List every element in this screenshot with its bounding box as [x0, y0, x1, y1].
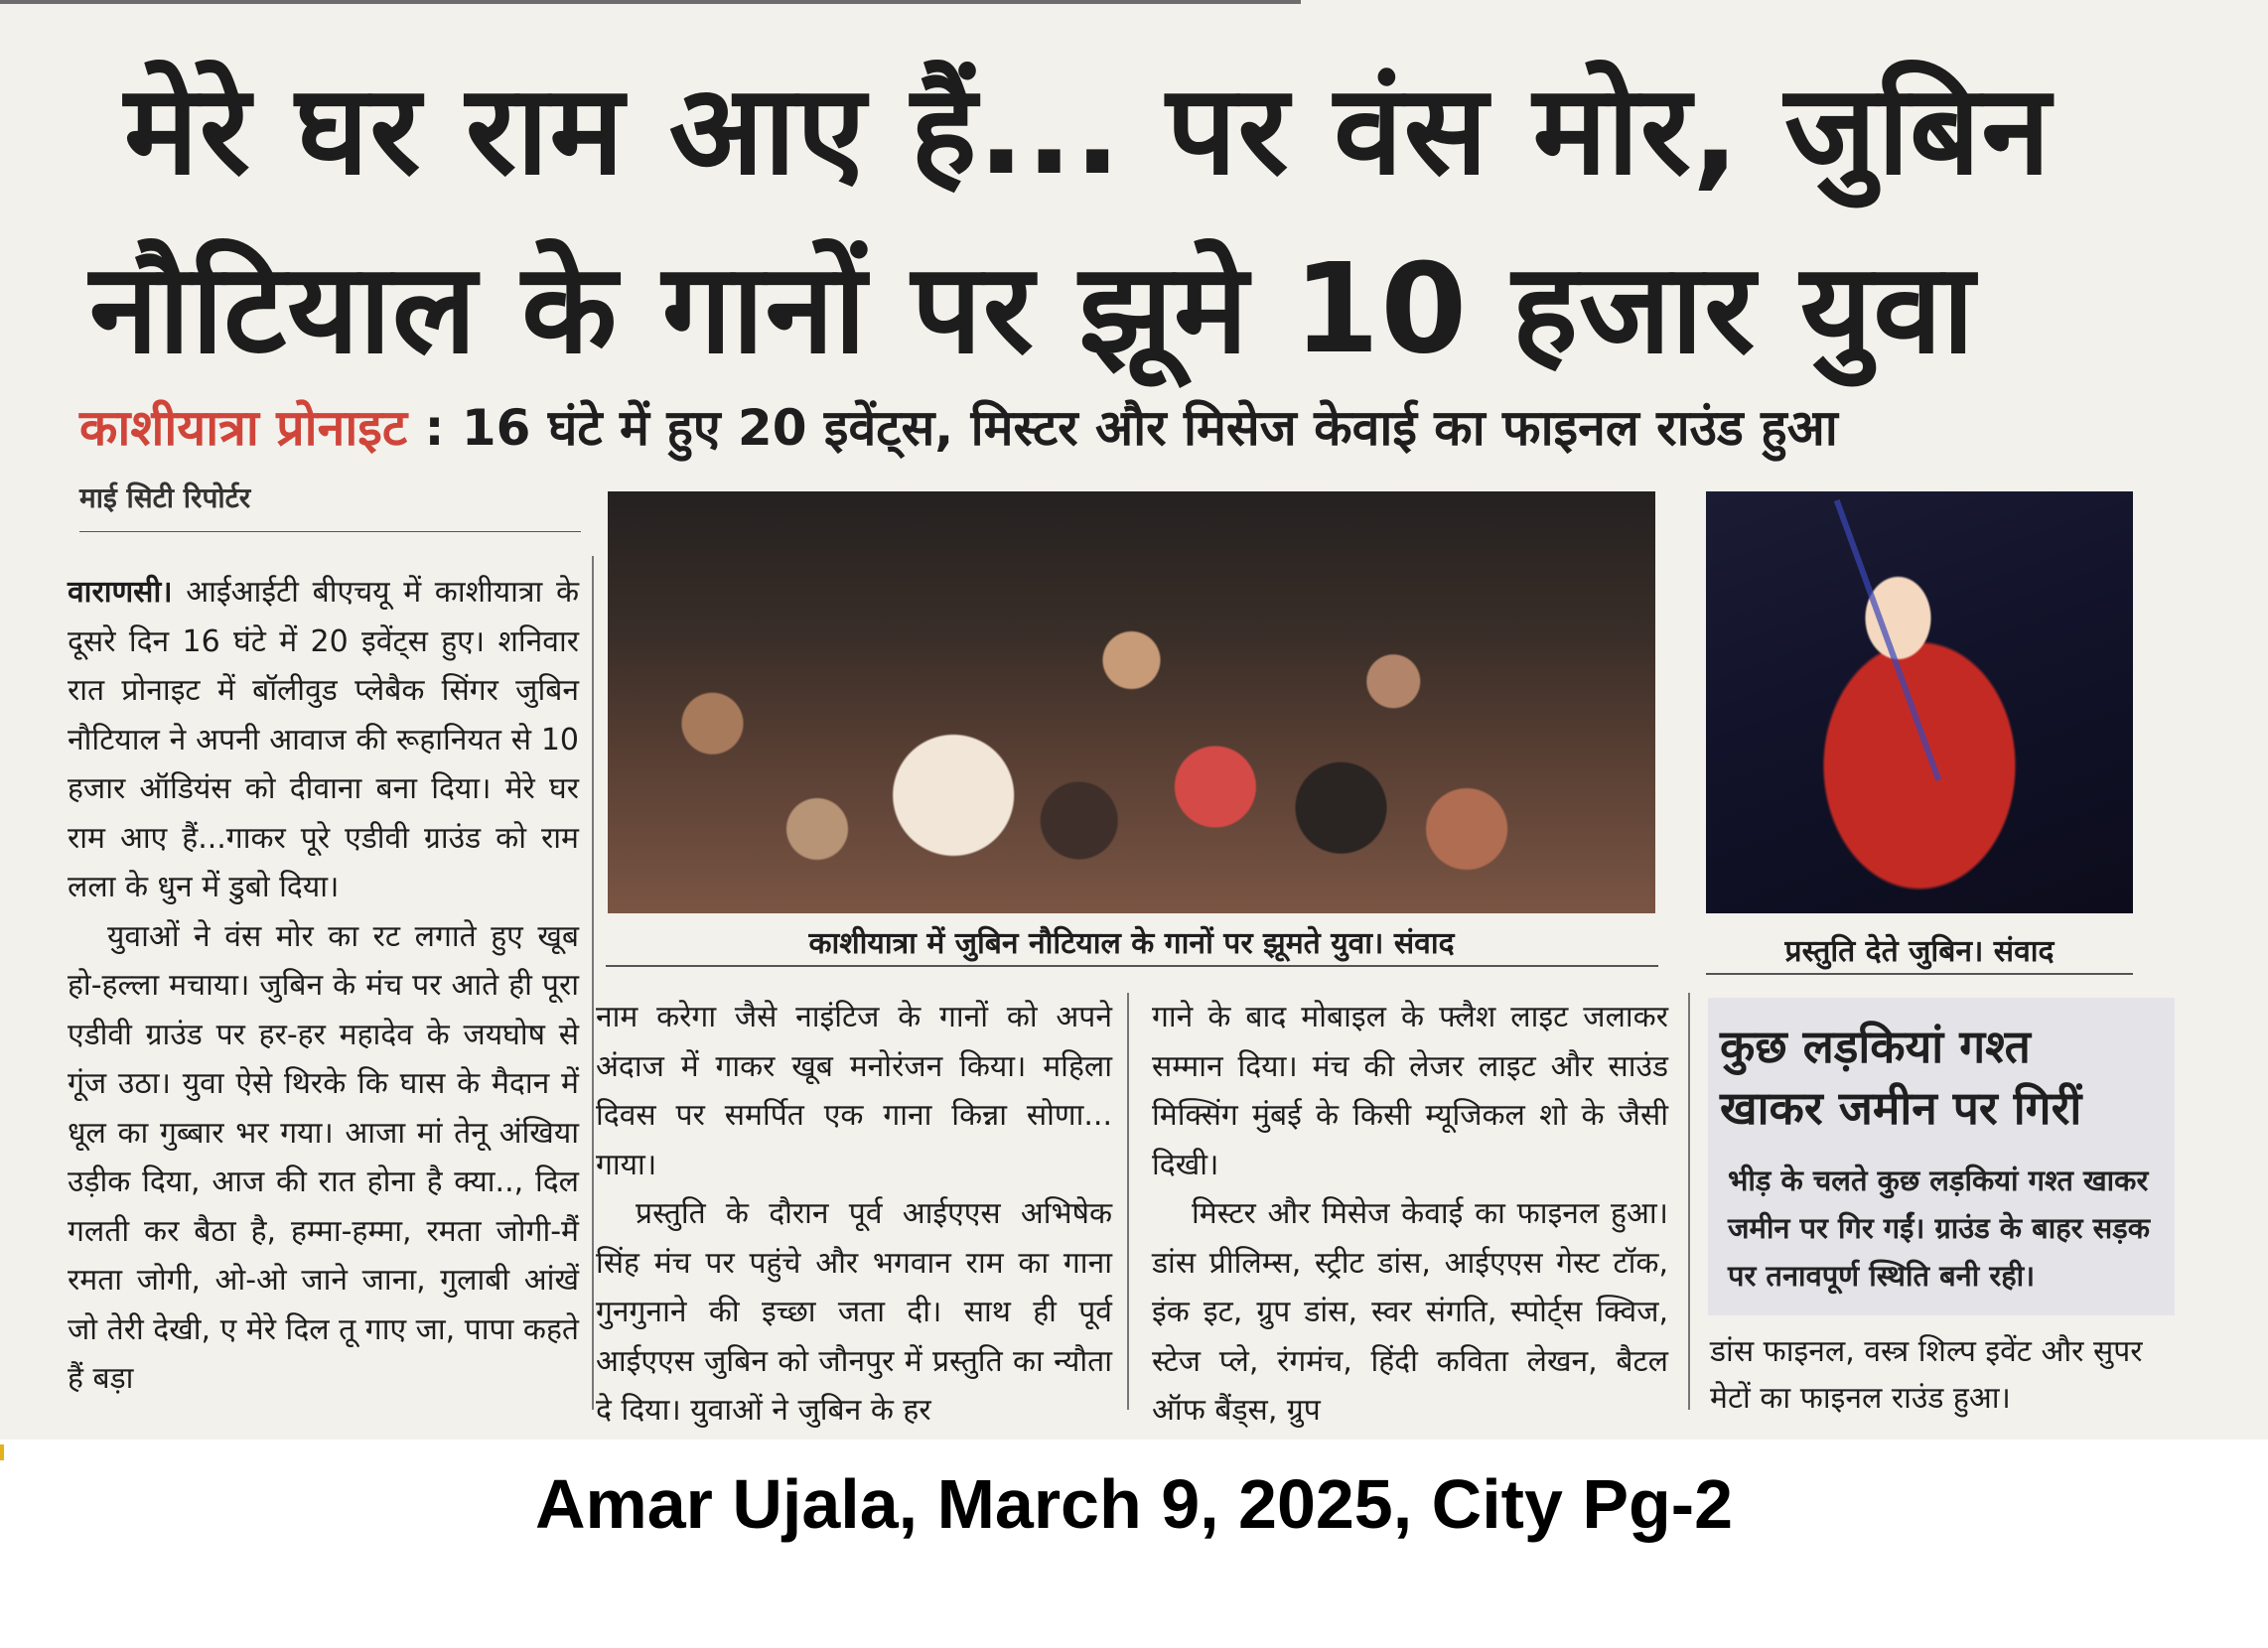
source-citation: Amar Ujala, March 9, 2025, City Pg-2: [534, 1465, 1734, 1543]
byline-rule: [79, 531, 581, 532]
subhead-separator: :: [407, 399, 462, 457]
paragraph: गाने के बाद मोबाइल के फ्लैश लाइट जलाकर सम्मान दिया। मंच की लेजर लाइट और साउंड मिक्सिंग मुंबई के किसी म्यूजिकल शो के जैसी दिखी।: [1152, 1000, 1668, 1182]
paragraph-text: आईआईटी बीएचयू में काशीयात्रा के दूसरे दिन 16 घंटे में 20 इवेंट्स हुए। शनिवार रात प्रोनाइट में बॉलीवुड प्लेबैक सिंगर जुबिन नौटियाल ने अपनी आवाज की रूहानियत से 10 हजार ऑडियंस को दीवाना बना दिया। मेरे घर राम आए हैं...गाकर पूरे एडीवी ग्राउंड को राम लला के धुन में डुबो दिया।: [68, 575, 579, 904]
subhead-text: 16 घंटे में हुए 20 इवेंट्स, मिस्टर और मिसेज केवाई का फाइनल राउंड हुआ: [461, 399, 1838, 457]
column-divider: [592, 556, 594, 1410]
sidebar-box: [1708, 998, 2175, 1315]
singer-photo: [1706, 491, 2133, 913]
subheadline: [79, 392, 1838, 460]
paragraph: नाम करेगा जैसे नाइंटिज के गानों को अपने अंदाज में गाकर खूब मनोरंजन किया। महिला दिवस पर समर्पित एक गाना किन्ना सोणा... गाया।: [596, 1000, 1112, 1182]
sidebar-heading: कुछ लड़कियां गश्त खाकर जमीन पर गिरीं: [1720, 1020, 2082, 1135]
caption-rule: [606, 965, 1658, 967]
byline: माई सिटी रिपोर्टर: [79, 481, 251, 514]
caption-rule: [1706, 973, 2133, 975]
paragraph: [68, 568, 579, 912]
article-column-2: [596, 993, 1112, 1428]
column-divider: [1688, 993, 1690, 1410]
sidebar-text: भीड़ के चलते कुछ लड़कियां गश्त खाकर जमीन पर गिर गईं। ग्राउंड के बाहर सड़क पर तनावपूर्ण स्थिति बनी रही।: [1728, 1164, 2150, 1293]
column-divider: [1127, 993, 1129, 1410]
article-column-3: [1152, 993, 1668, 1428]
sidebar-after-text: डांस फाइनल, वस्त्र शिल्प इवेंट और सुपर मेटों का फाइनल राउंड हुआ।: [1710, 1334, 2143, 1416]
subhead-kicker: काशीयात्रा प्रोनाइट: [79, 399, 408, 457]
paragraph: प्रस्तुति के दौरान पूर्व आईएएस अभिषेक सिंह मंच पर पहुंचे और भगवान राम का गाना गुनगुनाने की इच्छा जता दी। साथ ही पूर्व आईएएस जुबिन को जौनपुर में प्रस्तुति का न्यौता दे दिया। युवाओं ने जुबिन के हर: [596, 1196, 1112, 1428]
crowd-photo: [608, 491, 1655, 913]
headline-line-1: मेरे घर राम आए हैं... पर वंस मोर, जुबिन: [124, 59, 2052, 203]
scan-mark: [0, 1444, 4, 1460]
dateline: वाराणसी।: [68, 575, 173, 610]
headline-line-2: नौटियाल के गानों पर झूमे 10 हजार युवा: [89, 237, 1976, 381]
paragraph: युवाओं ने वंस मोर का रट लगाते हुए खूब हो-हल्ला मचाया। जुबिन के मंच पर आते ही पूरा एडीवी ग्राउंड पर हर-हर महादेव के जयघोष से गूंज उठा। युवा ऐसे थिरके कि घास के मैदान में धूल का गुब्बार भर गया। आजा मां तेनू अंखिया उड़ीक दिया, आज की रात होना है क्या.., दिल गलती कर बैठा है, हम्मा-हम्मा, रमता जोगी-मैं रमता जोगी, ओ-ओ जाने जाना, गुलाबी आंखें जो तेरी देखी, ए मेरे दिल तू गाए जा, पापा कहते हैं बड़ा: [68, 918, 579, 1396]
article-column-1: [68, 568, 579, 1412]
paragraph: मिस्टर और मिसेज केवाई का फाइनल हुआ। डांस प्रीलिम्स, स्ट्रीट डांस, आईएएस गेस्ट टॉक, इंक इट, ग्रुप डांस, स्वर संगति, स्पोर्ट्स क्विज, स्टेज प्ले, रंगमंच, हिंदी कविता लेखन, बैटल ऑफ बैंड्स, ग्रुप: [1152, 1196, 1668, 1428]
crowd-photo-caption: काशीयात्रा में जुबिन नौटियाल के गानों पर झूमते युवा। संवाद: [808, 926, 1455, 961]
singer-photo-caption: प्रस्तुति देते जुबिन। संवाद: [1784, 934, 2055, 969]
